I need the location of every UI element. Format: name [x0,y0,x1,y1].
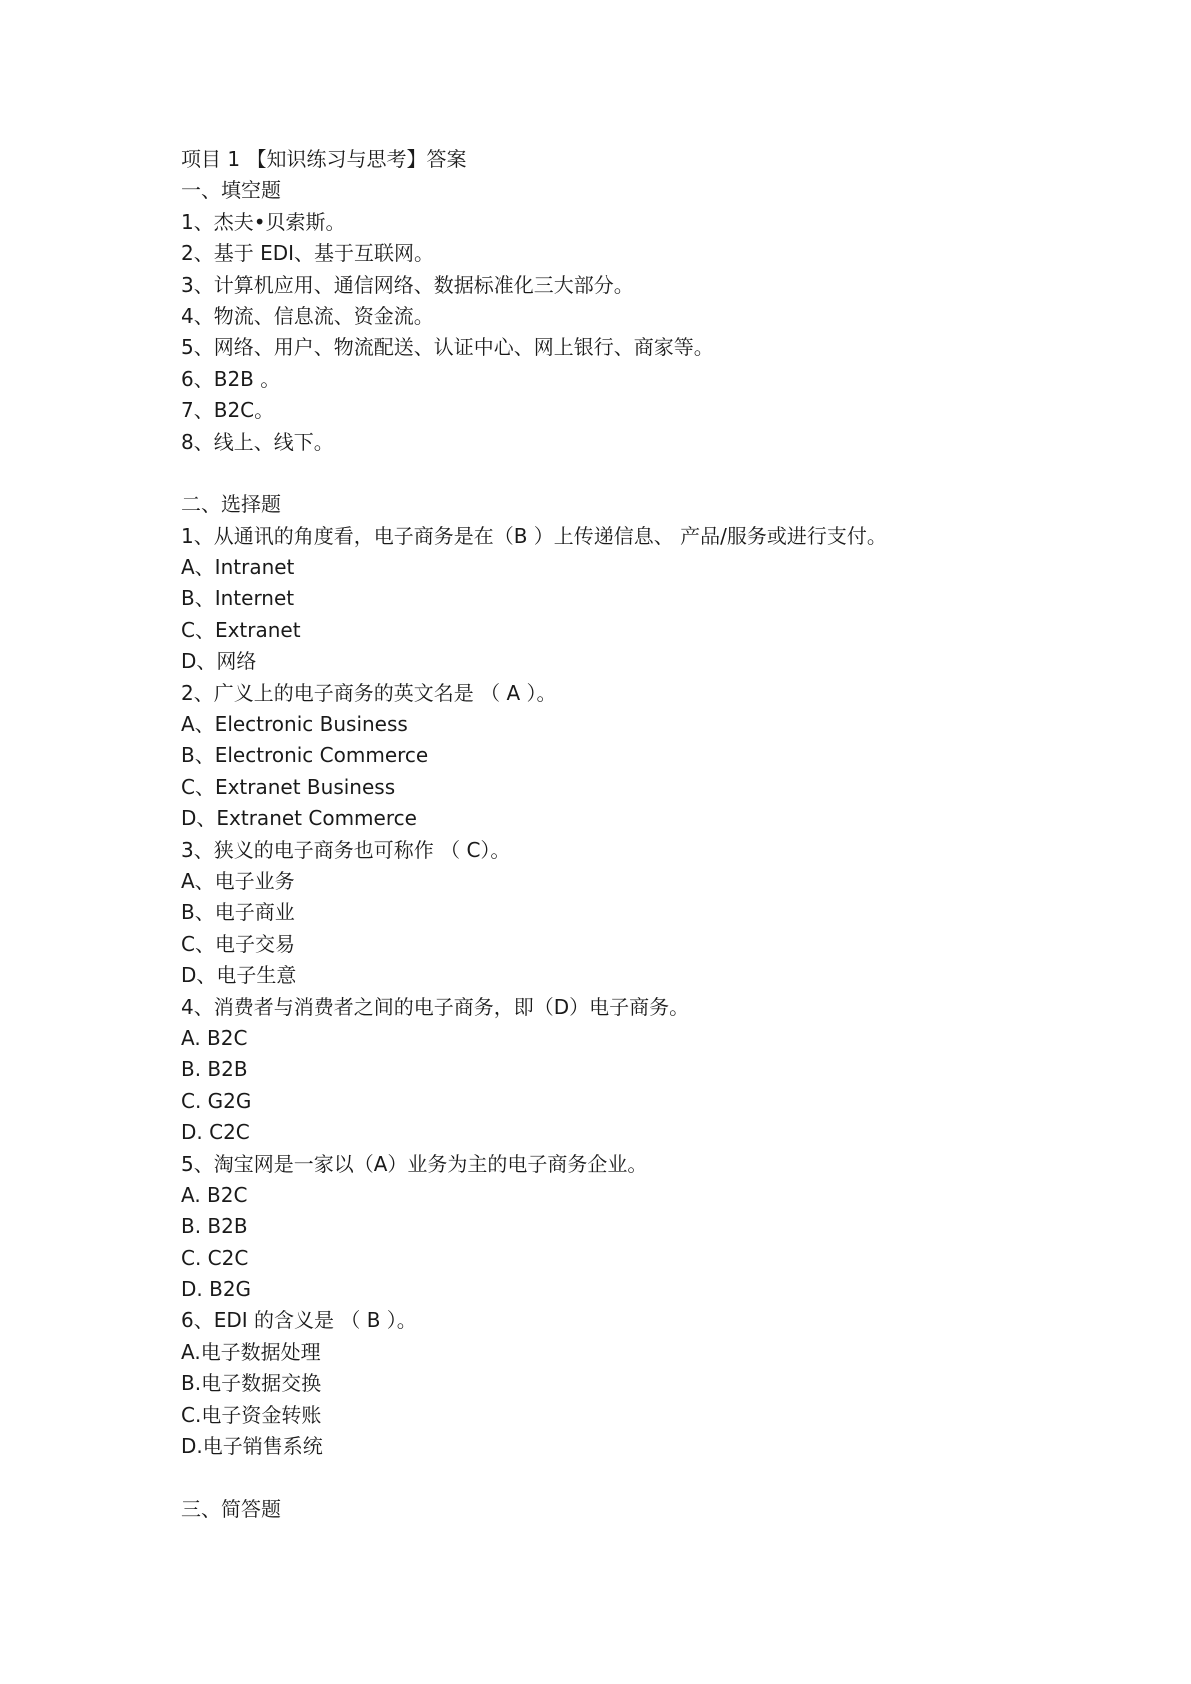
document-body [181,144,1081,1525]
fill-in-answer: 7、B2C。 [181,398,275,423]
choice-option: B、Electronic Commerce [181,743,429,768]
choice-option: D. B2G [181,1277,252,1302]
choice-question: 4、消费者与消费者之间的电子商务，即（D）电子商务。 [181,994,690,1019]
choice-option: A、电子业务 [181,868,295,893]
choice-option: D. C2C [181,1120,250,1145]
choice-option: A.电子数据处理 [181,1339,321,1364]
fill-in-answer: 1、杰夫•贝索斯。 [181,209,346,234]
choice-option: D、网络 [181,649,257,674]
choice-option: C.电子资金转账 [181,1402,322,1427]
fill-in-answer: 3、计算机应用、通信网络、数据标准化三大部分。 [181,272,634,297]
choice-option: D、电子生意 [181,963,297,988]
choice-option: B. B2B [181,1214,248,1239]
choice-option: B.电子数据交换 [181,1371,322,1396]
choice-option: C. G2G [181,1088,252,1113]
choice-option: D、Extranet Commerce [181,806,417,831]
choice-option: B、电子商业 [181,900,295,925]
choice-question: 3、狭义的电子商务也可称作 （ C）。 [181,837,511,862]
fill-in-answer: 2、基于 EDI、基于互联网。 [181,241,435,266]
choice-question: 5、淘宝网是一家以（A）业务为主的电子商务企业。 [181,1151,648,1176]
choice-option: A、Electronic Business [181,712,408,737]
choice-question: 1、从通讯的角度看，电子商务是在（B ）上传递信息、 产品/服务或进行支付。 [181,523,887,548]
choice-option: B、Internet [181,586,295,611]
choice-question: 2、广义上的电子商务的英文名是 （ A ）。 [181,680,557,705]
choice-option: B. B2B [181,1057,248,1082]
choice-option: C、Extranet [181,617,301,642]
choice-option: A. B2C [181,1025,248,1050]
fill-in-answer: 6、B2B 。 [181,366,281,391]
fill-in-answer: 8、线上、线下。 [181,429,334,454]
choice-question: 6、EDI 的含义是 （ B ）。 [181,1308,417,1333]
blank-line [181,458,1081,489]
document-title: 项目 1 【知识练习与思考】答案 [181,147,467,171]
choice-option: D.电子销售系统 [181,1434,323,1459]
section-heading-multiple-choice: 二、选择题 [181,492,281,517]
section-heading-short-answer: 三、简答题 [181,1496,281,1521]
blank-line [181,1462,1081,1493]
section-heading-fill-in: 一、填空题 [181,178,281,203]
fill-in-answer: 4、物流、信息流、资金流。 [181,303,434,328]
choice-option: A. B2C [181,1182,248,1207]
fill-in-answer: 5、网络、用户、物流配送、认证中心、网上银行、商家等。 [181,335,714,360]
choice-option: A、Intranet [181,555,295,580]
choice-option: C. C2C [181,1245,249,1270]
choice-option: C、Extranet Business [181,774,396,799]
choice-option: C、电子交易 [181,931,295,956]
